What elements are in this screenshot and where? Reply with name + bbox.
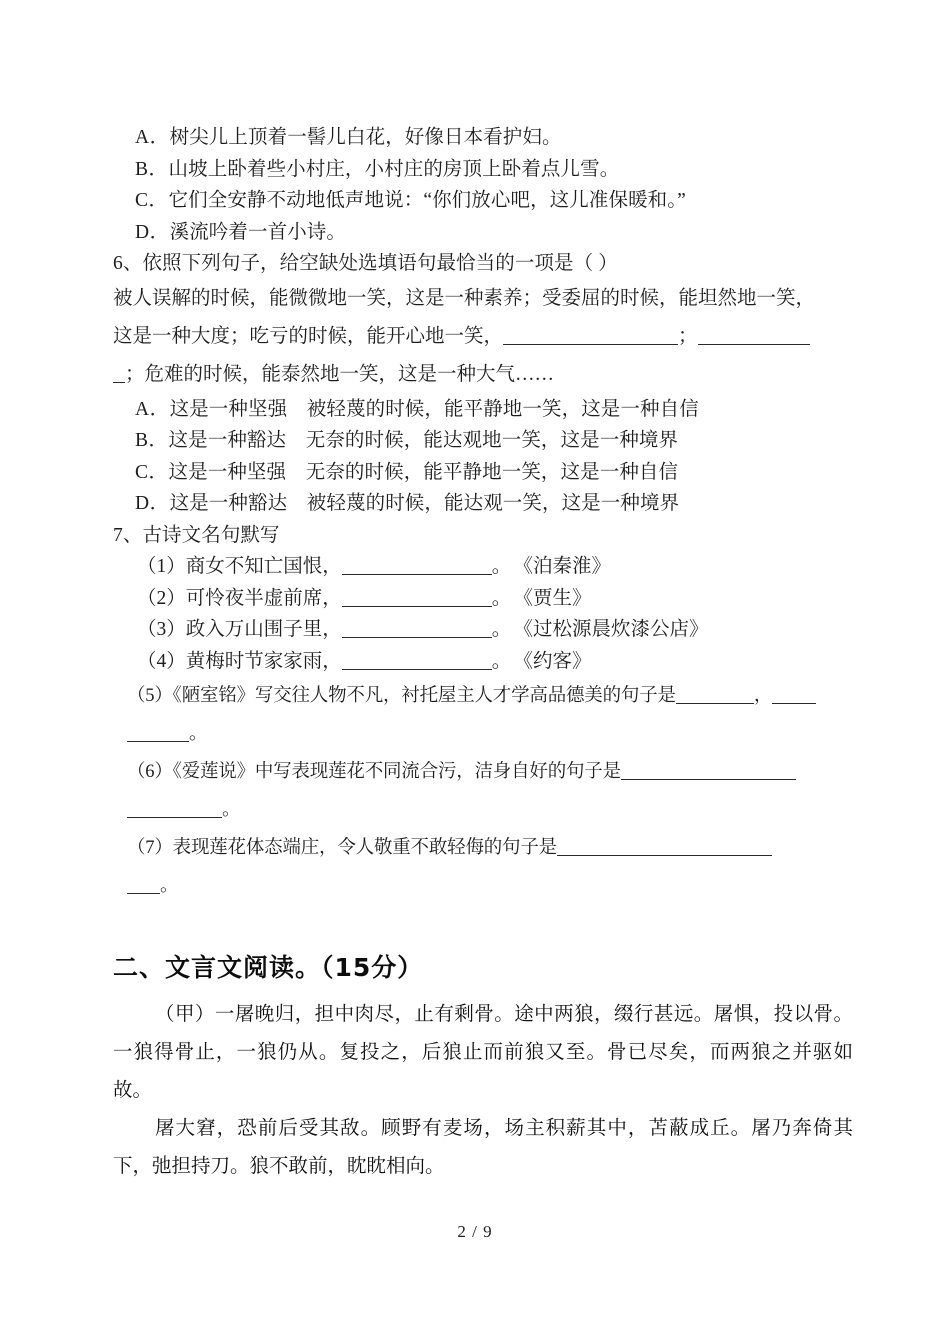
item-tail: 。 — [491, 619, 512, 640]
page-footer: 2 / 9 — [457, 1222, 493, 1241]
item-source: 《过松源晨炊漆公店》 — [523, 619, 709, 640]
option-text: 这是一种坚强 被轻蔑的时候，能平静地一笑，这是一种自信 — [169, 398, 699, 420]
option-text: 树尖儿上顶着一髻儿白花，好像日本看护妇。 — [169, 127, 562, 148]
item-source: 《贾生》 — [523, 587, 592, 609]
fill-blank[interactable] — [342, 560, 492, 575]
fill-blank[interactable] — [676, 689, 754, 704]
item-end: 。 — [160, 876, 179, 896]
option-row — [113, 457, 853, 489]
question-7-item — [113, 614, 853, 646]
question-7-item — [113, 551, 853, 583]
item-text: 可怜夜半虚前席， — [185, 587, 342, 609]
option-row — [113, 154, 853, 186]
question-6-stem: 6、依照下列句子，给空缺处选填语句最恰当的一项是（ ） — [113, 253, 618, 274]
option-marker: A． — [135, 127, 170, 148]
fill-blank[interactable] — [127, 727, 189, 742]
item-text: （6）《爱莲说》中写表现莲花不同流合污，洁身自好的句子是 — [127, 762, 621, 782]
passage-text: 屠大窘，恐前后受其敌。顾野有麦场，场主积薪其中，苫蔽成丘。屠乃奔倚其下，弛担持刀。狼不敢前，眈眈相向。 — [113, 1116, 853, 1177]
item-comma: ， — [753, 686, 773, 706]
option-marker: C． — [135, 461, 169, 483]
option-row — [113, 217, 853, 249]
item-number: （3） — [137, 619, 186, 640]
item-text: 黄梅时节家家雨， — [185, 650, 342, 672]
option-marker: D． — [135, 493, 170, 514]
passage-line: ；危难的时候，能泰然地一笑，这是一种大气…… — [113, 356, 853, 394]
option-row — [113, 488, 853, 520]
fill-blank[interactable] — [621, 765, 796, 780]
fill-blank[interactable] — [342, 655, 492, 670]
section-2-heading: 二、文言文阅读。（15分） — [113, 953, 424, 982]
section-gap — [113, 905, 853, 951]
item-source: 《约客》 — [523, 650, 592, 672]
fill-blank[interactable] — [698, 330, 810, 345]
option-row — [113, 185, 853, 217]
item-text: （5）《陋室铭》写交往人物不凡，衬托屋主人才学高品德美的句子是 — [127, 686, 676, 706]
question-7-item — [113, 829, 853, 905]
item-text: 政入万山围子里， — [185, 619, 342, 640]
fill-blank[interactable] — [342, 623, 492, 638]
option-marker: B． — [135, 158, 169, 180]
option-text: 山坡上卧着些小村庄，小村庄的房顶上卧着点儿雪。 — [168, 158, 620, 180]
item-tail: 。 — [491, 650, 512, 672]
item-text: 商女不知亡国恨， — [185, 556, 342, 577]
passage-line: 被人误解的时候，能微微地一笑，这是一种素养；受委屈的时候，能坦然地一笑， — [113, 287, 816, 309]
option-text: 它们全安静不动地低声地说：“你们放心吧，这儿准保暖和。” — [168, 190, 686, 211]
item-tail: 。 — [491, 587, 512, 609]
option-marker: D． — [135, 221, 170, 243]
fill-blank[interactable] — [113, 368, 125, 383]
item-number: （4） — [137, 650, 186, 672]
item-tail: 。 — [491, 556, 512, 577]
option-text: 这是一种豁达 被轻蔑的时候，能达观一笑，这是一种境界 — [169, 493, 680, 514]
option-marker: C． — [135, 190, 169, 211]
fill-blank[interactable] — [127, 803, 222, 818]
question-7-item — [113, 583, 853, 615]
option-text: 这是一种豁达 无奈的时候，能达观地一笑，这是一种境界 — [168, 430, 679, 451]
classical-passage-2 — [113, 1109, 853, 1185]
fill-blank[interactable] — [503, 330, 678, 345]
passage-text: （甲）一屠晚归，担中肉尽，止有剩骨。途中两狼，缀行甚远。屠惧，投以骨。一狼得骨止，一狼仍从。复投之，后狼止而前狼又至。骨已尽矣，而两狼之并驱如故。 — [113, 1002, 853, 1101]
item-number: （1） — [137, 556, 186, 577]
fill-blank[interactable] — [342, 592, 492, 607]
question-7-item — [113, 753, 853, 829]
item-end: 。 — [189, 724, 208, 744]
fill-blank[interactable] — [557, 841, 772, 856]
option-row — [113, 122, 853, 154]
option-row — [113, 425, 853, 457]
item-source: 《泊秦淮》 — [523, 556, 612, 577]
option-marker: B． — [135, 430, 169, 451]
question-7-item — [113, 677, 853, 753]
fill-blank[interactable] — [772, 689, 816, 704]
passage-line: 这是一种大度；吃亏的时候，能开心地一笑， ； — [113, 318, 853, 356]
question-6-passage — [113, 280, 853, 394]
page-content — [113, 122, 853, 1185]
option-text: 溪流吟着一首小诗。 — [169, 221, 346, 243]
heading-gap — [113, 985, 853, 995]
question-7-item — [113, 646, 853, 678]
item-end: 。 — [222, 800, 241, 820]
question-7-stem: 7、古诗文名句默写 — [113, 524, 280, 546]
item-number: （2） — [137, 587, 186, 609]
item-text: （7）表现莲花体态端庄，令人敬重不敢轻侮的句子是 — [127, 838, 557, 858]
fill-blank[interactable] — [127, 879, 160, 894]
option-marker: A． — [135, 398, 170, 420]
option-row — [113, 394, 853, 426]
classical-passage-1 — [113, 995, 853, 1109]
option-text: 这是一种坚强 无奈的时候，能平静地一笑，这是一种自信 — [168, 461, 679, 483]
